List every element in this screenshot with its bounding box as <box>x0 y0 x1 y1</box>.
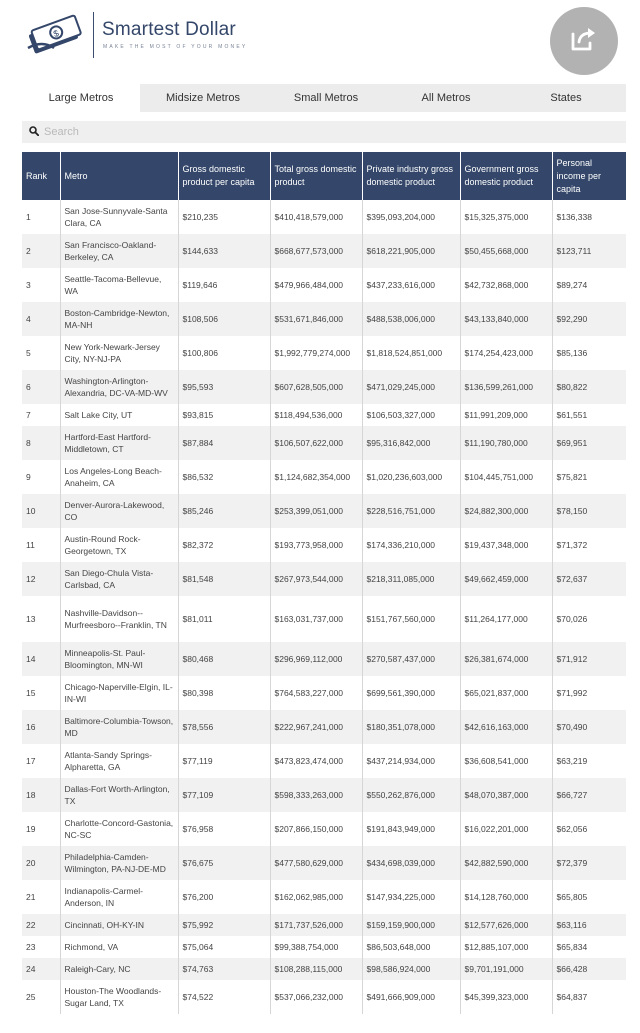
private-gdp-cell: $434,698,039,000 <box>362 846 460 880</box>
government-gdp-cell: $12,577,626,000 <box>460 914 552 936</box>
metro-cell: Seattle-Tacoma-Bellevue, WA <box>60 268 178 302</box>
rank-cell: 22 <box>22 914 60 936</box>
rank-cell: 17 <box>22 744 60 778</box>
table-row[interactable] <box>22 234 626 268</box>
rank-cell: 25 <box>22 980 60 1014</box>
total-gdp-cell: $162,062,985,000 <box>270 880 362 914</box>
total-gdp-cell: $1,124,682,354,000 <box>270 460 362 494</box>
personal-income-cell: $72,379 <box>556 858 588 868</box>
gdp-per-capita-cell: $76,200 <box>178 880 270 914</box>
gdp-per-capita-cell: $80,468 <box>178 642 270 676</box>
metro-cell: Raleigh-Cary, NC <box>60 958 178 980</box>
table-row[interactable] <box>22 676 626 710</box>
gdp-per-capita-cell: $74,763 <box>178 958 270 980</box>
gdp-per-capita-cell: $210,235 <box>178 200 270 234</box>
government-gdp-cell: $49,662,459,000 <box>460 562 552 596</box>
total-gdp-cell: $537,066,232,000 <box>270 980 362 1014</box>
gdp-per-capita-cell: $95,593 <box>178 370 270 404</box>
gdp-per-capita-cell: $119,646 <box>178 268 270 302</box>
gdp-per-capita-cell: $77,109 <box>178 778 270 812</box>
government-gdp-cell: $136,599,261,000 <box>460 370 552 404</box>
table-row[interactable] <box>22 980 626 1014</box>
metro-cell: Denver-Aurora-Lakewood, CO <box>60 494 178 528</box>
total-gdp-cell: $477,580,629,000 <box>270 846 362 880</box>
metro-cell: San Francisco-Oakland-Berkeley, CA <box>60 234 178 268</box>
money-logo-icon[interactable] <box>24 14 86 56</box>
total-gdp-cell: $473,823,474,000 <box>270 744 362 778</box>
gdp-per-capita-cell: $82,372 <box>178 528 270 562</box>
tab-states[interactable]: States <box>550 92 582 104</box>
total-gdp-cell: $207,866,150,000 <box>270 812 362 846</box>
logo-divider <box>93 12 94 58</box>
private-gdp-cell: $491,666,909,000 <box>362 980 460 1014</box>
government-gdp-cell: $36,608,541,000 <box>460 744 552 778</box>
rank-cell: 2 <box>22 234 60 268</box>
personal-income-cell: $136,338 <box>556 212 592 222</box>
gdp-per-capita-cell: $80,398 <box>178 676 270 710</box>
government-gdp-cell: $9,701,191,000 <box>460 958 552 980</box>
metro-cell: Philadelphia-Camden-Wilmington, PA-NJ-DE-MD <box>60 846 178 880</box>
table-row[interactable] <box>22 302 626 336</box>
share-icon <box>570 26 598 57</box>
rank-cell: 4 <box>22 302 60 336</box>
metro-cell: Baltimore-Columbia-Towson, MD <box>60 710 178 744</box>
rank-cell: 8 <box>22 426 60 460</box>
tab-large-metros[interactable]: Large Metros <box>22 84 140 112</box>
metro-cell: Richmond, VA <box>60 936 178 958</box>
private-gdp-cell: $228,516,751,000 <box>362 494 460 528</box>
government-gdp-cell: $14,128,760,000 <box>460 880 552 914</box>
government-gdp-cell: $43,133,840,000 <box>460 302 552 336</box>
rank-cell: 19 <box>22 812 60 846</box>
table-row[interactable] <box>22 562 626 596</box>
brand-name[interactable]: Smartest Dollar <box>102 19 236 40</box>
gdp-per-capita-cell: $78,556 <box>178 710 270 744</box>
region-tabs <box>22 84 626 112</box>
personal-income-cell: $70,490 <box>556 722 588 732</box>
table-row[interactable] <box>22 710 626 744</box>
table-row[interactable] <box>22 914 626 936</box>
personal-income-cell: $65,834 <box>556 942 588 952</box>
metro-cell: Cincinnati, OH-KY-IN <box>60 914 178 936</box>
private-gdp-cell: $618,221,905,000 <box>362 234 460 268</box>
svg-text:$: $ <box>52 27 61 40</box>
total-gdp-cell: $267,973,544,000 <box>270 562 362 596</box>
government-gdp-cell: $12,885,107,000 <box>460 936 552 958</box>
gdp-per-capita-cell: $77,119 <box>178 744 270 778</box>
gdp-per-capita-cell: $75,064 <box>178 936 270 958</box>
private-gdp-cell: $180,351,078,000 <box>362 710 460 744</box>
gdp-per-capita-cell: $76,958 <box>178 812 270 846</box>
total-gdp-cell: $764,583,227,000 <box>270 676 362 710</box>
header-private-gdp[interactable]: Private industry gross domestic product <box>362 152 460 200</box>
government-gdp-cell: $42,882,590,000 <box>460 846 552 880</box>
personal-income-cell: $70,026 <box>556 614 588 624</box>
rank-cell: 12 <box>22 562 60 596</box>
metro-cell: Los Angeles-Long Beach-Anaheim, CA <box>60 460 178 494</box>
gdp-per-capita-cell: $87,884 <box>178 426 270 460</box>
personal-income-cell: $71,912 <box>556 654 588 664</box>
rank-cell: 21 <box>22 880 60 914</box>
private-gdp-cell: $437,233,616,000 <box>362 268 460 302</box>
metro-cell: New York-Newark-Jersey City, NY-NJ-PA <box>60 336 178 370</box>
government-gdp-cell: $42,616,163,000 <box>460 710 552 744</box>
rank-cell: 7 <box>22 404 60 426</box>
metro-cell: Atlanta-Sandy Springs-Alpharetta, GA <box>60 744 178 778</box>
metro-gdp-table <box>22 152 626 1014</box>
government-gdp-cell: $50,455,668,000 <box>460 234 552 268</box>
metro-cell: San Diego-Chula Vista-Carlsbad, CA <box>60 562 178 596</box>
private-gdp-cell: $488,538,006,000 <box>362 302 460 336</box>
private-gdp-cell: $1,818,524,851,000 <box>362 336 460 370</box>
total-gdp-cell: $163,031,737,000 <box>270 596 362 642</box>
rank-cell: 18 <box>22 778 60 812</box>
total-gdp-cell: $668,677,573,000 <box>270 234 362 268</box>
header-total-gdp[interactable]: Total gross domestic product <box>270 152 362 200</box>
rank-cell: 20 <box>22 846 60 880</box>
table-row[interactable] <box>22 460 626 494</box>
private-gdp-cell: $147,934,225,000 <box>362 880 460 914</box>
table-row[interactable] <box>22 494 626 528</box>
table-row[interactable] <box>22 880 626 914</box>
search-icon <box>29 123 39 141</box>
government-gdp-cell: $45,399,323,000 <box>460 980 552 1014</box>
gdp-per-capita-cell: $85,246 <box>178 494 270 528</box>
gdp-per-capita-cell: $76,675 <box>178 846 270 880</box>
rank-cell: 24 <box>22 958 60 980</box>
gdp-per-capita-cell: $81,548 <box>178 562 270 596</box>
metro-cell: Minneapolis-St. Paul-Bloomington, MN-WI <box>60 642 178 676</box>
total-gdp-cell: $296,969,112,000 <box>270 642 362 676</box>
table-row[interactable] <box>22 846 626 880</box>
private-gdp-cell: $151,767,560,000 <box>362 596 460 642</box>
personal-income-cell: $89,274 <box>556 280 588 290</box>
total-gdp-cell: $479,966,484,000 <box>270 268 362 302</box>
government-gdp-cell: $16,022,201,000 <box>460 812 552 846</box>
government-gdp-cell: $11,190,780,000 <box>460 426 552 460</box>
total-gdp-cell: $171,737,526,000 <box>270 914 362 936</box>
personal-income-cell: $78,150 <box>556 506 588 516</box>
table-row[interactable] <box>22 778 626 812</box>
gdp-per-capita-cell: $108,506 <box>178 302 270 336</box>
table-row[interactable] <box>22 744 626 778</box>
rank-cell: 5 <box>22 336 60 370</box>
table-row[interactable] <box>22 528 626 562</box>
tab-all-metros[interactable]: All Metros <box>421 92 471 104</box>
private-gdp-cell: $174,336,210,000 <box>362 528 460 562</box>
table-row[interactable] <box>22 642 626 676</box>
personal-income-cell: $65,805 <box>556 892 588 902</box>
metro-cell: Hartford-East Hartford-Middletown, CT <box>60 426 178 460</box>
personal-income-cell: $63,219 <box>556 756 588 766</box>
rank-cell: 6 <box>22 370 60 404</box>
rank-cell: 9 <box>22 460 60 494</box>
gdp-per-capita-cell: $74,522 <box>178 980 270 1014</box>
table-row[interactable] <box>22 812 626 846</box>
header-metro[interactable]: Metro <box>60 152 178 200</box>
private-gdp-cell: $159,159,900,000 <box>362 914 460 936</box>
metro-cell: Houston-The Woodlands-Sugar Land, TX <box>60 980 178 1014</box>
metro-cell: Chicago-Naperville-Elgin, IL-IN-WI <box>60 676 178 710</box>
table-header-row <box>22 152 626 200</box>
gdp-per-capita-cell: $100,806 <box>178 336 270 370</box>
table-row[interactable] <box>22 404 626 426</box>
gdp-per-capita-cell: $86,532 <box>178 460 270 494</box>
government-gdp-cell: $42,732,868,000 <box>460 268 552 302</box>
rank-cell: 16 <box>22 710 60 744</box>
metro-cell: Austin-Round Rock-Georgetown, TX <box>60 528 178 562</box>
metro-cell: Washington-Arlington-Alexandria, DC-VA-MD-WV <box>60 370 178 404</box>
rank-cell: 23 <box>22 936 60 958</box>
rank-cell: 1 <box>22 200 60 234</box>
search-input[interactable] <box>44 126 544 138</box>
rank-cell: 3 <box>22 268 60 302</box>
table-row[interactable] <box>22 936 626 958</box>
table-row[interactable] <box>22 370 626 404</box>
rank-cell: 14 <box>22 642 60 676</box>
personal-income-cell: $75,821 <box>556 472 588 482</box>
private-gdp-cell: $550,262,876,000 <box>362 778 460 812</box>
private-gdp-cell: $86,503,648,000 <box>362 936 460 958</box>
gdp-per-capita-cell: $81,011 <box>178 596 270 642</box>
personal-income-cell: $92,290 <box>556 314 588 324</box>
table-body <box>22 200 626 1014</box>
metro-cell: Nashville-Davidson--Murfreesboro--Franklin, TN <box>60 596 178 642</box>
site-header <box>0 0 640 80</box>
total-gdp-cell: $118,494,536,000 <box>270 404 362 426</box>
private-gdp-cell: $191,843,949,000 <box>362 812 460 846</box>
total-gdp-cell: $410,418,579,000 <box>270 200 362 234</box>
government-gdp-cell: $174,254,423,000 <box>460 336 552 370</box>
metro-cell: San Jose-Sunnyvale-Santa Clara, CA <box>60 200 178 234</box>
total-gdp-cell: $222,967,241,000 <box>270 710 362 744</box>
private-gdp-cell: $218,311,085,000 <box>362 562 460 596</box>
government-gdp-cell: $26,381,674,000 <box>460 642 552 676</box>
government-gdp-cell: $15,325,375,000 <box>460 200 552 234</box>
table-row[interactable] <box>22 426 626 460</box>
personal-income-cell: $80,822 <box>556 382 588 392</box>
total-gdp-cell: $106,507,622,000 <box>270 426 362 460</box>
personal-income-cell: $123,711 <box>556 246 592 256</box>
total-gdp-cell: $99,388,754,000 <box>270 936 362 958</box>
table-row[interactable] <box>22 268 626 302</box>
total-gdp-cell: $531,671,846,000 <box>270 302 362 336</box>
personal-income-cell: $63,116 <box>556 920 587 930</box>
table-row[interactable] <box>22 200 626 234</box>
personal-income-cell: $62,056 <box>556 824 588 834</box>
total-gdp-cell: $1,992,779,274,000 <box>270 336 362 370</box>
total-gdp-cell: $598,333,263,000 <box>270 778 362 812</box>
personal-income-cell: $66,428 <box>556 964 588 974</box>
table-row[interactable] <box>22 596 626 642</box>
rank-cell: 11 <box>22 528 60 562</box>
total-gdp-cell: $108,288,115,000 <box>270 958 362 980</box>
government-gdp-cell: $65,021,837,000 <box>460 676 552 710</box>
government-gdp-cell: $11,991,209,000 <box>460 404 552 426</box>
metro-cell: Boston-Cambridge-Newton, MA-NH <box>60 302 178 336</box>
metro-cell: Charlotte-Concord-Gastonia, NC-SC <box>60 812 178 846</box>
total-gdp-cell: $193,773,958,000 <box>270 528 362 562</box>
personal-income-cell: $85,136 <box>556 348 588 358</box>
gdp-per-capita-cell: $93,815 <box>178 404 270 426</box>
personal-income-cell: $61,551 <box>556 410 588 420</box>
header-personal-income[interactable]: Personal income per capita <box>552 152 626 200</box>
header-government-gdp[interactable]: Government gross domestic product <box>460 152 552 200</box>
total-gdp-cell: $607,628,505,000 <box>270 370 362 404</box>
personal-income-cell: $69,951 <box>556 438 588 448</box>
tab-small-metros[interactable]: Small Metros <box>293 92 359 104</box>
header-rank[interactable]: Rank <box>22 152 60 200</box>
government-gdp-cell: $48,070,387,000 <box>460 778 552 812</box>
table-row[interactable] <box>22 336 626 370</box>
search-bar <box>22 121 626 143</box>
rank-cell: 10 <box>22 494 60 528</box>
government-gdp-cell: $24,882,300,000 <box>460 494 552 528</box>
header-gdp-per-capita[interactable]: Gross domestic product per capita <box>178 152 270 200</box>
personal-income-cell: $64,837 <box>556 992 588 1002</box>
private-gdp-cell: $98,586,924,000 <box>362 958 460 980</box>
government-gdp-cell: $104,445,751,000 <box>460 460 552 494</box>
rank-cell: 13 <box>22 596 60 642</box>
metro-cell: Salt Lake City, UT <box>60 404 178 426</box>
private-gdp-cell: $699,561,390,000 <box>362 676 460 710</box>
personal-income-cell: $66,727 <box>556 790 588 800</box>
personal-income-cell: $71,372 <box>556 540 588 550</box>
government-gdp-cell: $11,264,177,000 <box>460 596 552 642</box>
government-gdp-cell: $19,437,348,000 <box>460 528 552 562</box>
personal-income-cell: $71,992 <box>556 688 588 698</box>
private-gdp-cell: $395,093,204,000 <box>362 200 460 234</box>
private-gdp-cell: $471,029,245,000 <box>362 370 460 404</box>
private-gdp-cell: $270,587,437,000 <box>362 642 460 676</box>
table-row[interactable] <box>22 958 626 980</box>
share-button[interactable] <box>550 7 618 75</box>
brand-tagline: MAKE THE MOST OF YOUR MONEY <box>103 44 248 50</box>
gdp-per-capita-cell: $75,992 <box>178 914 270 936</box>
metro-cell: Dallas-Fort Worth-Arlington, TX <box>60 778 178 812</box>
private-gdp-cell: $95,316,842,000 <box>362 426 460 460</box>
rank-cell: 15 <box>22 676 60 710</box>
tab-midsize-metros[interactable]: Midsize Metros <box>166 92 240 104</box>
metro-cell: Indianapolis-Carmel-Anderson, IN <box>60 880 178 914</box>
private-gdp-cell: $1,020,236,603,000 <box>362 460 460 494</box>
private-gdp-cell: $437,214,934,000 <box>362 744 460 778</box>
personal-income-cell: $72,637 <box>556 574 588 584</box>
gdp-per-capita-cell: $144,633 <box>178 234 270 268</box>
total-gdp-cell: $253,399,051,000 <box>270 494 362 528</box>
private-gdp-cell: $106,503,327,000 <box>362 404 460 426</box>
